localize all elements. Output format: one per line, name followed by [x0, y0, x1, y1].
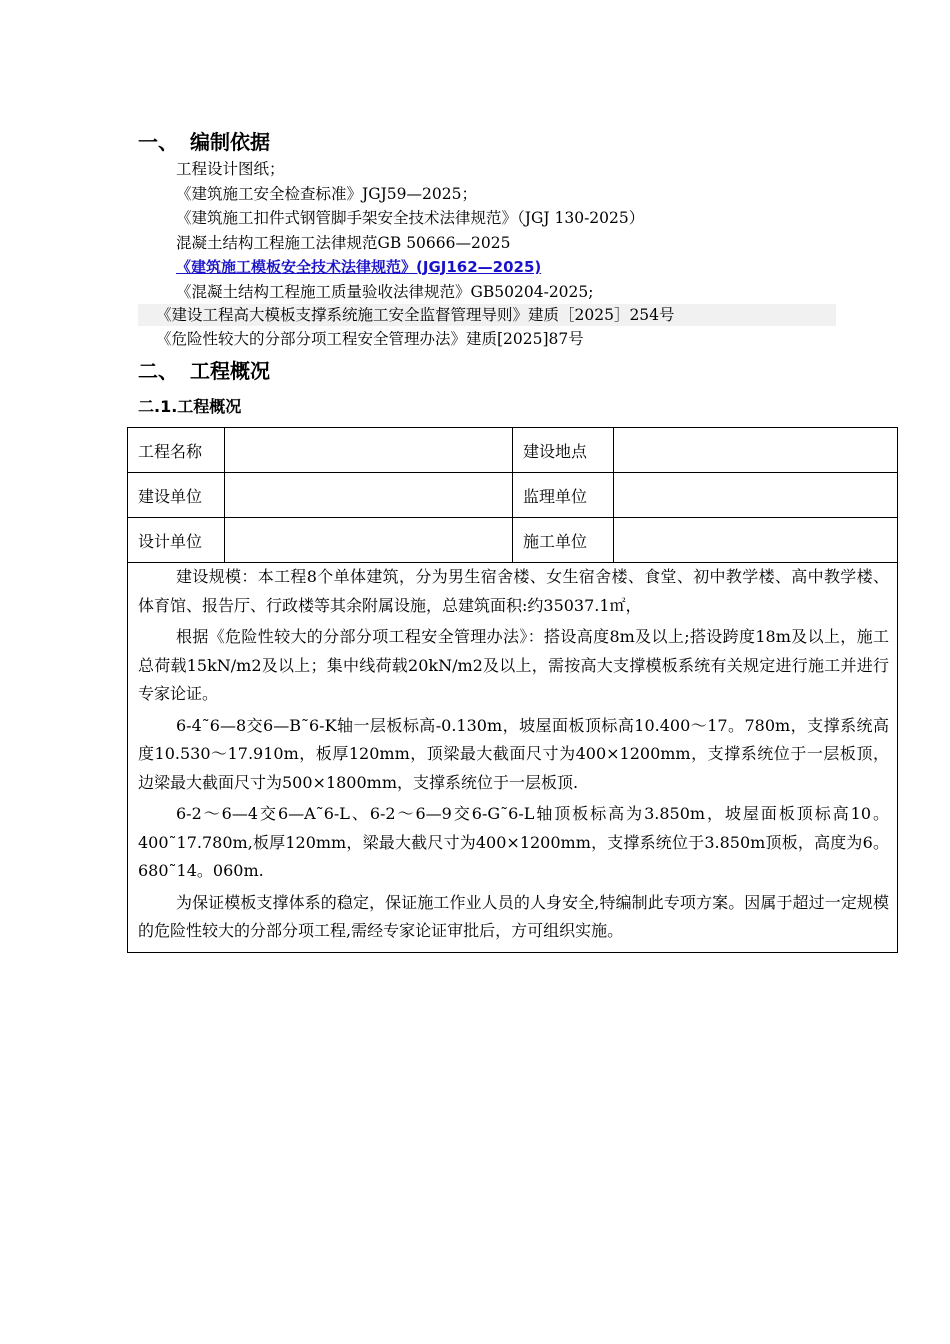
section-heading-1 — [138, 126, 270, 155]
reference-item: 《建筑施工安全检查标准》JGJ59—2025； — [176, 185, 477, 203]
reference-item: 《建设工程高大模板支撑系统施工安全监督管理导则》建质［2025］254号 — [156, 306, 675, 324]
project-info-table — [127, 427, 898, 953]
label-cell: 建设单位 — [128, 473, 225, 518]
value-cell — [225, 473, 513, 518]
label-cell: 设计单位 — [128, 518, 225, 563]
value-cell — [225, 428, 513, 473]
value-cell — [614, 473, 898, 518]
section-heading-2 — [138, 355, 270, 384]
reference-item: 工程设计图纸； — [176, 160, 285, 178]
description-paragraph: 6-4˜6—8交6—B˜6-K轴一层板标高-0.130m，坡屋面板顶标高10.400～17。780m，支撑系统高度10.530～17.910m，板厚120mm，顶梁最大截面尺寸为400×1200mm，支撑系统位于一层板顶，边梁最大截面尺寸为500×1800mm，支撑系统位于一层板顶. — [138, 715, 889, 792]
section-title: 工程概况 — [190, 359, 270, 383]
description-cell — [128, 563, 898, 953]
table-row — [128, 428, 898, 473]
section-number: 二、 — [138, 359, 178, 383]
reference-item: 《建筑施工扣件式钢管脚手架安全技术法律规范》（JGJ 130-2025） — [176, 209, 645, 227]
table-row — [128, 518, 898, 563]
section-number: 一、 — [138, 130, 178, 154]
table-row — [128, 563, 898, 953]
reference-item: 《危险性较大的分部分项工程安全管理办法》建质[2025]87号 — [156, 330, 584, 348]
reference-item: 混凝土结构工程施工法律规范GB 50666—2025 — [176, 234, 511, 252]
label-cell: 建设地点 — [513, 428, 614, 473]
subsection-heading: 二.1.工程概况 — [138, 397, 242, 416]
label-cell: 工程名称 — [128, 428, 225, 473]
label-cell: 监理单位 — [513, 473, 614, 518]
description-paragraph: 根据《危险性较大的分部分项工程安全管理办法》：搭设高度8m及以上;搭设跨度18m及以上，施工总荷载15kN/m2及以上；集中线荷载20kN/m2及以上，需按高大支撑模板系统有关规定进行施工并进行专家论证。 — [138, 627, 889, 703]
reference-link[interactable]: 《建筑施工模板安全技术法律规范》(JGJ162—2025) — [176, 258, 542, 276]
description-paragraph: 6-2～6—4交6—A˜6-L、6-2～6—9交6-G˜6-L轴顶板标高为3.850m，坡屋面板顶标高10。400˜17.780m,板厚120mm，梁最大截尺寸为400×1200mm，支撑系统位于3.850m顶板，高度为6。680˜14。060m. — [138, 804, 889, 880]
value-cell — [225, 518, 513, 563]
reference-item: 《混凝土结构工程施工质量验收法律规范》GB50204-2025; — [176, 283, 594, 301]
description-paragraph: 建设规模：本工程8个单体建筑，分为男生宿舍楼、女生宿舍楼、食堂、初中教学楼、高中教学楼、体育馆、报告厅、行政楼等其余附属设施，总建筑面积:约35037.1㎡， — [138, 567, 889, 615]
description-paragraph: 为保证模板支撑体系的稳定，保证施工作业人员的人身安全,特编制此专项方案。因属于超过一定规模的危险性较大的分部分项工程,需经专家论证审批后，方可组织实施。 — [138, 892, 889, 940]
value-cell — [614, 428, 898, 473]
label-cell: 施工单位 — [513, 518, 614, 563]
section-title: 编制依据 — [190, 130, 270, 154]
table-row — [128, 473, 898, 518]
value-cell — [614, 518, 898, 563]
